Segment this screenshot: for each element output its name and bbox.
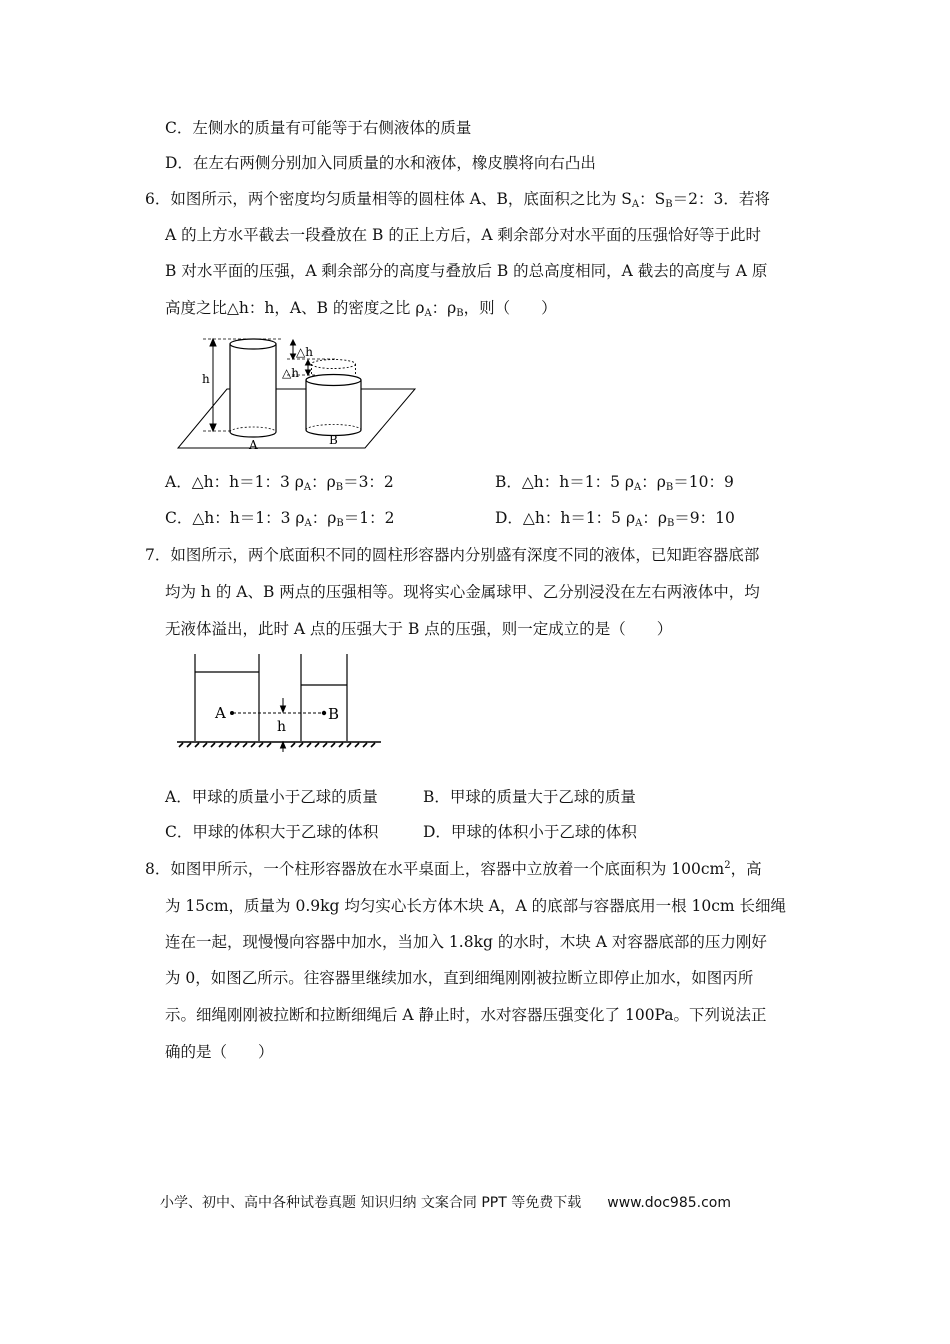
q6-stem-line1: 6．如图所示，两个密度均匀质量相等的圆柱体 A、B，底面积之比为 $S_A$：$S_B=2$：3．若将 xyxy=(145,190,770,210)
cylinder-a xyxy=(230,339,276,437)
label-cylinder-a: A xyxy=(249,438,258,452)
q8-stem-line1: 8．如图甲所示，一个柱形容器放在水平桌面上，容器中立放着一个底面积为 $100cm^2$，高 xyxy=(145,860,762,878)
q8-stem-line5: 示。细绳刚刚被拉断和拉断细绳后 A 静止时，水对容器压强变化了 100Pa。下列说法正 xyxy=(165,1006,767,1024)
h-dimension-arrow xyxy=(210,339,216,431)
q7-stem-line1: 7．如图所示，两个底面积不同的圆柱形容器内分别盛有深度不同的液体，已知距容器底部 xyxy=(145,546,760,564)
q8-stem-line3: 连在一起，现慢慢向容器中加水，当加入 1.8kg 的水时，木块 A 对容器底部的压力刚好 xyxy=(165,933,767,951)
footer-text: 小学、初中、高中各种试卷真题 知识归纳 文案合同 PPT 等免费下载 xyxy=(160,1195,582,1211)
point-b-dot xyxy=(322,711,326,715)
ground-plane xyxy=(178,389,415,448)
point-a-dot xyxy=(230,711,234,715)
q7-stem-line3: 无液体溢出，此时 A 点的压强大于 B 点的压强，则一定成立的是（ ） xyxy=(165,620,673,638)
ground-hatching xyxy=(179,743,375,747)
q6-option-a: A．△h：h＝1：3 $\rho_A$：$\rho_B=3$：2 xyxy=(165,473,394,493)
q8-stem-line4: 为 0，如图乙所示。往容器里继续加水，直到细绳刚刚被拉断立即停止加水，如图丙所 xyxy=(165,969,754,987)
q7-option-b: B．甲球的质量大于乙球的质量 xyxy=(423,788,636,806)
right-container xyxy=(301,654,347,741)
cylinder-b xyxy=(306,375,361,436)
label-delta-h-1: △h xyxy=(296,345,313,359)
q7-container-figure xyxy=(175,652,385,757)
label-cylinder-b: B xyxy=(329,433,338,447)
q6-option-c: C．△h：h＝1：3 $\rho_A$：$\rho_B=1$：2 xyxy=(165,509,395,529)
label-h: h xyxy=(202,372,210,386)
q6-stem-line2: A 的上方水平截去一段叠放在 B 的正上方后，A 剩余部分对水平面的压强恰好等于此时 xyxy=(165,226,761,244)
q6-stem-line3: B 对水平面的压强，A 剩余部分的高度与叠放后 B 的总高度相同，A 截去的高度与 A 原 xyxy=(165,262,768,280)
q6-option-d: D．△h：h＝1：5 $\rho_A$：$\rho_B=9$：10 xyxy=(495,509,735,529)
footer-url[interactable]: www.doc985.com xyxy=(607,1195,731,1211)
label-delta-h-2: △h xyxy=(282,366,299,380)
q8-stem-line6: 确的是（ ） xyxy=(165,1043,274,1061)
q8-stem-line2: 为 15cm，质量为 0.9kg 均匀实心长方体木块 A，A 的底部与容器底用一根 10cm 长细绳 xyxy=(165,897,787,915)
label-point-b: B xyxy=(328,705,340,723)
label-h: h xyxy=(277,719,287,735)
q7-option-a: A．甲球的质量小于乙球的质量 xyxy=(165,788,378,806)
q7-stem-line2: 均为 h 的 A、B 两点的压强相等。现将实心金属球甲、乙分别浸没在左右两液体中，均 xyxy=(165,583,760,601)
q6-cylinder-figure xyxy=(175,330,420,455)
q6-stem-line4: 高度之比△h：h，A、B 的密度之比 $\rho_A$：$\rho_B$，则（ ） xyxy=(165,299,557,319)
label-point-a: A xyxy=(215,704,226,722)
q7-option-c: C．甲球的体积大于乙球的体积 xyxy=(165,823,379,841)
q7-option-d: D．甲球的体积小于乙球的体积 xyxy=(423,823,637,841)
q6-option-b: B．△h：h＝1：5 $\rho_A$：$\rho_B=10$：9 xyxy=(495,473,734,493)
page-footer xyxy=(160,1192,731,1212)
stacked-piece-dashed xyxy=(312,360,356,377)
q5-option-c: C．左侧水的质量有可能等于右侧液体的质量 xyxy=(165,119,472,137)
q5-option-d: D．在左右两侧分别加入同质量的水和液体，橡皮膜将向右凸出 xyxy=(165,154,596,172)
left-container xyxy=(195,654,259,741)
